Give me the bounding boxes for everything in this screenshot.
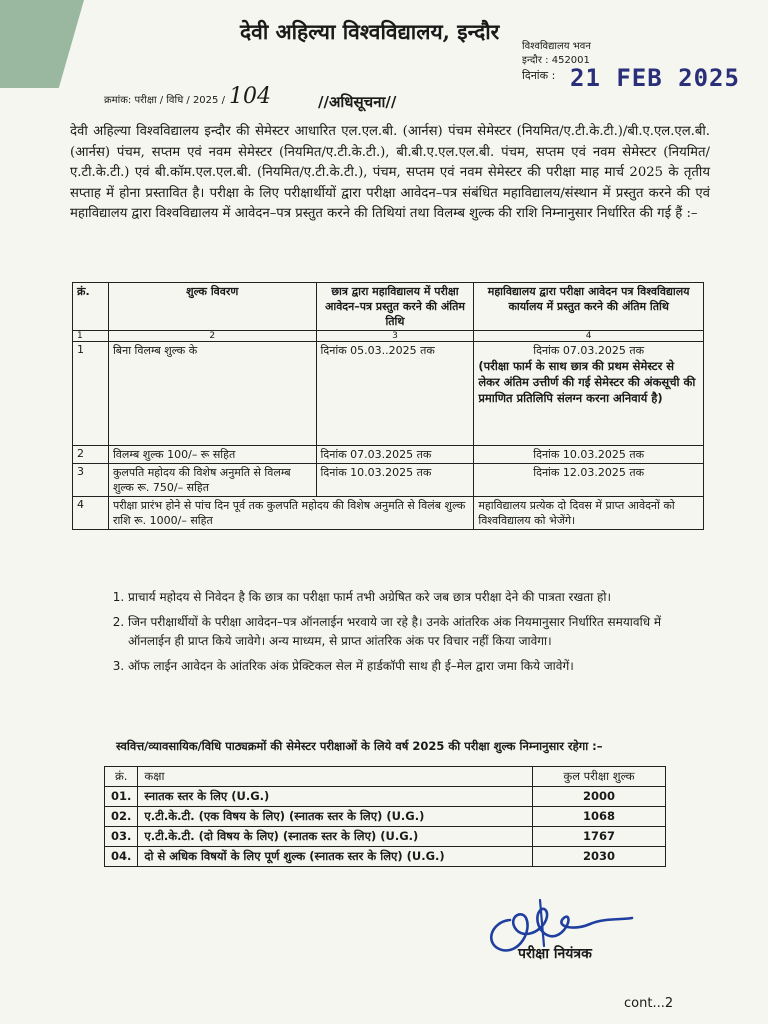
note-item: 2. जिन परीक्षार्थीयों के परीक्षा आवेदन–पत्र ऑनलाईन भरवाये जा रहे है। उनके आंतरिक अंक नियमानुसार निर्धारित समयावधि में ऑनलाईन ही प्राप्त किये जावेगे। अन्य माध्यम, से प्राप्त आंतरिक अंक पर विचार नहीं किया जावेगा। [128,613,670,651]
fee-section-title: स्ववित्त/व्यावसायिक/विधि पाठ्यक्रमों की सेमेस्टर परीक्षाओं के लिये वर्ष 2025 की परीक्षा शुल्क निम्नानुसार रहेगा :– [116,739,603,753]
schedule-header-row [73,283,704,331]
row-number: 3 [73,464,109,497]
table-row [73,342,704,446]
reference-label: क्रमांक: परीक्षा / विधि / 2025 / [104,95,225,106]
fee-description: विलम्ब शुल्क 100/– रू सहित [108,446,316,464]
note-item: 1. प्राचार्य महोदय से निवेदन है कि छात्र का परीक्षा फार्म तभी अग्रेषित करे जब छात्र परीक्षा देने की पात्रता रखता हो। [128,588,670,607]
student-deadline: दिनांक 05.03..2025 तक [316,342,474,446]
college-deadline: महाविद्यालय प्रत्येक दो दिवस में प्राप्त आवेदनों को विश्वविद्यालय को भेजेंगे। [474,497,704,530]
fee-class: दो से अधिक विषयों के लिए पूर्ण शुल्क (स्नातक स्तर के लिए) (U.G.) [138,847,533,867]
fee-description: परीक्षा प्रारंभ होने से पांच दिन पूर्व तक कुलपति महोदय की विशेष अनुमति से विलंब शुल्क राशि रू. 1000/– सहित [108,497,473,530]
student-deadline: दिनांक 10.03.2025 तक [316,464,474,497]
fee-row-number: 01. [105,787,138,807]
fee-header: कक्षा [138,767,533,787]
table-row [73,497,704,530]
fee-header: क्रं. [105,767,138,787]
address-line-2: इन्दौर : 452001 [522,55,590,66]
fee-row-number: 04. [105,847,138,867]
folder-tab [0,0,84,88]
fee-table [104,766,666,867]
table-row [105,787,666,807]
row-number: 4 [73,497,109,530]
fee-row-number: 02. [105,807,138,827]
date-label: दिनांक : [522,69,556,82]
fee-amount: 1068 [533,807,666,827]
fee-description: कुलपति महोदय की विशेष अनुमति से विलम्ब शुल्क रू. 750/– सहित [108,464,316,497]
table-row [105,847,666,867]
notice-title: //अधिसूचना// [318,93,397,111]
fee-amount: 2030 [533,847,666,867]
intro-paragraph: देवी अहिल्या विश्वविद्यालय इन्दौर की सेमेस्टर आधारित एल.एल.बी. (आर्नस) पंचम सेमेस्टर (नियमित/ए.टी.के.टी.)/बी.ए.एल.एल.बी. (आर्नस) पंचम, सप्तम एवं नवम सेमेस्टर (नियमित/ए.टी.के.टी.), बी.बी.ए.एल.एल.बी. पंचम, सप्तम एवं नवम सेमेस्टर (नियमित/ए.टी.के.टी.) एवं बी.कॉम.एल.एल.बी. (नियमित/ए.टी.के.टी.), पंचम, सप्तम एवं नवम सेमेस्टर की परीक्षा माह मार्च 2025 के तृतीय सप्ताह में होना प्रस्तावित है। परीक्षा के लिए परीक्षार्थीयों द्वारा परीक्षा आवेदन–पत्र संबंधित महाविद्यालय/संस्थान में प्रस्तुत करने की एवं महाविद्यालय द्वारा विश्वविद्यालय में आवेदन–पत्र प्रस्तुत करने की तिथियां तथा विलम्ब शुल्क की राशि निम्नानुसार निर्धारित की गई हैं :– [70,124,710,221]
fee-class: स्नातक स्तर के लिए (U.G.) [138,787,533,807]
note-item: 3. ऑफ लाईन आवेदन के आंतरिक अंक प्रेक्टिकल सेल में हार्डकॉपी साथ ही ई–मेल द्वारा जमा किये जावेगें। [128,657,670,676]
table-row [73,446,704,464]
table-row [105,807,666,827]
college-deadline: दिनांक 07.03.2025 तक [533,344,645,357]
fee-amount: 2000 [533,787,666,807]
reference-line [104,84,271,109]
continued-marker: cont...2 [624,996,674,1011]
fee-row-number: 03. [105,827,138,847]
fee-class: ए.टी.के.टी. (एक विषय के लिए) (स्नातक स्तर के लिए) (U.G.) [138,807,533,827]
schedule-header: शुल्क विवरण [108,283,316,331]
college-deadline-cell [474,342,704,446]
column-number: 1 [73,331,109,342]
column-number: 3 [316,331,474,342]
table-row [105,827,666,847]
table-row [73,464,704,497]
address-line-1: विश्वविद्यालय भवन [522,41,591,52]
fee-amount: 1767 [533,827,666,847]
fee-header-row [105,767,666,787]
fee-class: ए.टी.के.टी. (दो विषय के लिए) (स्नातक स्तर के लिए) (U.G.) [138,827,533,847]
university-title: देवी अहिल्या विश्वविद्यालय, इन्दौर [240,19,500,44]
row-number: 2 [73,446,109,464]
schedule-header: छात्र द्वारा महाविद्यालय में परीक्षा आवेदन–पत्र प्रस्तुत करने की अंतिम तिथि [316,283,474,331]
fee-description: बिना विलम्ब शुल्क के [108,342,316,446]
date-stamp: 21 FEB 2025 [570,64,740,92]
schedule-header: क्रं. [73,283,109,331]
reference-number: 104 [228,84,271,109]
schedule-table [72,282,704,530]
college-note: (परीक्षा फार्म के साथ छात्र की प्रथम सेमेस्टर से लेकर अंतिम उत्तीर्ण की गई सेमेस्टर की अंकसूची की प्रमाणित प्रतिलिपि संलग्न करना अनिवार्य है) [478,359,696,405]
fee-header: कुल परीक्षा शुल्क [533,767,666,787]
row-number: 1 [73,342,109,446]
notes-list [110,588,670,682]
schedule-header: महाविद्यालय द्वारा परीक्षा आवेदन पत्र विश्वविद्यालय कार्यालय में प्रस्तुत करने की अंतिम तिथि [474,283,704,331]
exam-controller-title: परीक्षा नियंत्रक [518,946,592,962]
college-deadline: दिनांक 12.03.2025 तक [474,464,704,497]
college-deadline: दिनांक 10.03.2025 तक [474,446,704,464]
student-deadline: दिनांक 07.03.2025 तक [316,446,474,464]
column-number-row [73,331,704,342]
column-number: 2 [108,331,316,342]
column-number: 4 [474,331,704,342]
